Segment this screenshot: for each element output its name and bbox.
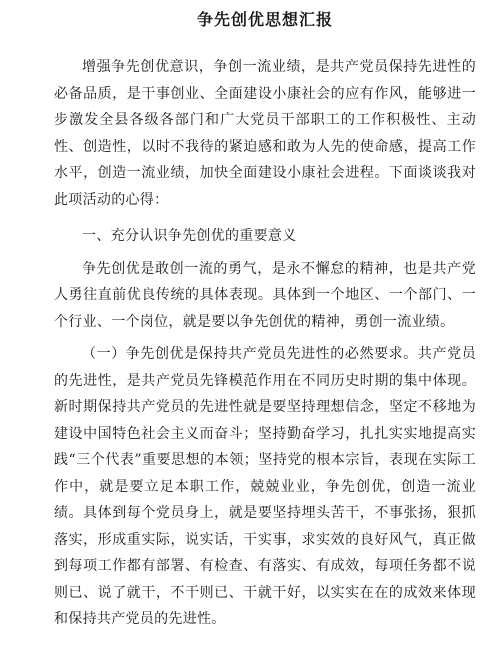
document-title: 争先创优思想汇报 [196, 10, 333, 29]
body-paragraph-2: （一）争先创优是保持共产党员先进性的必然要求。共产党员的先进性，是共产党员先锋模范作用在不同历史时期的集中体现。新时期保持共产党员的先进性就是要坚持理想信念，坚定不移地为建设中国特色社会主义而奋斗；坚持勤奋学习，扎扎实实地提高实践“三个代表”重要思想的本领；坚持党的根本宗旨，表现在实际工作中，就是要立足本职工作，兢兢业业，争先创优，创造一流业绩。具体到每个党员身上，就是要坚持埋头苦干，不事张扬，狠抓落实，形成重实际，说实话，干实事，求实效的良好风气，真正做到每项工作都有部署、有检查、有落实、有成效，每项任务都不说则已、说了就干，不干则已、干就干好，以实实在在的成效来体现和保持共产党员的先进性。 [54, 346, 476, 627]
intro-paragraph: 增强争先创优意识，争创一流业绩，是共产党员保持先进性的必备品质，是干事创业、全面建设小康社会的应有作风，能够进一步激发全县各级各部门和广大党员干部职工的工作积极性、主动性、创造性，以时不我待的紧迫感和敢为人先的使命感，提高工作水平，创造一流业绩，加快全面建设小康社会进程。下面谈谈我对此项活动的心得： [54, 59, 476, 208]
body-paragraph-1: 争先创优是敢创一流的勇气，是永不懈怠的精神，也是共产党人勇往直前优良传统的具体表现。具体到一个地区、一个部门、一个行业、一个岗位，就是要以争先创优的精神，勇创一流业绩。 [54, 260, 476, 330]
section-heading: 一、充分认识争先创优的重要意义 [82, 228, 297, 244]
